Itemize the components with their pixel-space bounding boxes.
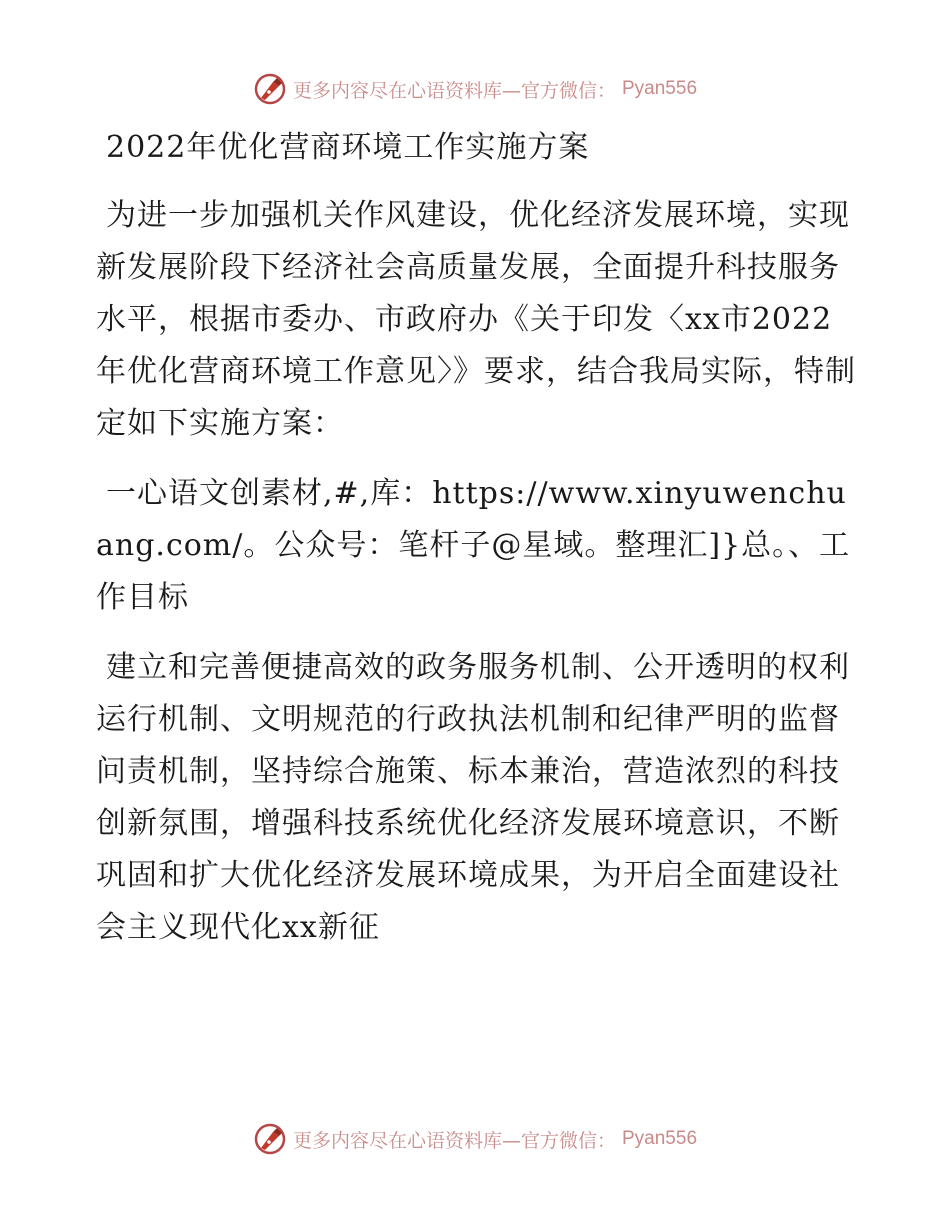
paragraph-intro: 为进一步加强机关作风建设，优化经济发展环境，实现新发展阶段下经济社会高质量发展，全面提升科技服务水平，根据市委办、市政府办《关于印发〈xx市2022年优化营商环境工作意见〉》要求，结合我局实际，特制定如下实施方案： [96, 198, 856, 441]
document-title: 2022年优化营商环境工作实施方案 [106, 130, 590, 165]
watermark-text: 更多内容尽在心语资料库—官方微信： [292, 79, 616, 102]
watermark-text: 更多内容尽在心语资料库—官方微信： [292, 1129, 616, 1152]
paragraph-source-note: 一心语文创素材,#,库：https://www.xinyuwenchuang.com/。公众号：笔杆子@星域。整理汇]}总。、工作目标 [96, 476, 851, 615]
document-body [96, 122, 856, 972]
pen-nib-logo-icon [253, 1122, 287, 1156]
paragraph-work-goals: 建立和完善便捷高效的政务服务机制、公开透明的权利运行机制、文明规范的行政执法机制和纪律严明的监督问责机制，坚持综合施策、标本兼治，营造浓烈的科技创新氛围，增强科技系统优化经济发展环境意识，不断巩固和扩大优化经济发展环境成果，为开启全面建设社会主义现代化xx新征 [96, 650, 850, 945]
watermark-wechat-id: Pyan556 [622, 78, 698, 99]
pen-nib-logo-icon [253, 72, 287, 106]
footer-watermark [0, 1122, 950, 1156]
watermark-wechat-id: Pyan556 [622, 1128, 698, 1149]
header-watermark [0, 72, 950, 106]
